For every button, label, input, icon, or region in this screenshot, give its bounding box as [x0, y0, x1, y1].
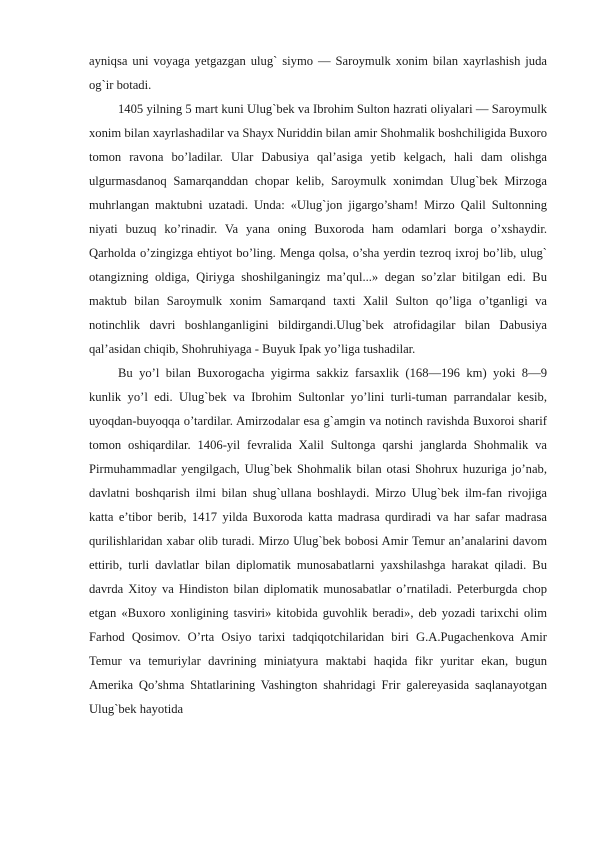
- paragraph-3: Bu yo’l bilan Buxorogacha yigirma sakkiz farsaxlik (168—196 km) yoki 8—9 kunlik yo’l edi. Ulug`bek va Ibrohim Sultonlar yo’lini turli-tuman parrandalar kesib, uyoqdan-buyoqqa o’tardilar. Amirzodalar esa g`amgin va notinch ravishda Buxoroi sharif tomon oshiqardilar. 1406-yil fevralida Xalil Sultonga qarshi janglarda Shohmalik va Pirmuhammadlar yengilgach, Ulug`bek Shohmalik bilan otasi Shohrux huzuriga jo’nab, davlatni boshqarish ilmi bilan shug`ullana boshlaydi. Mirzo Ulug`bek ilm-fan rivojiga katta e’tibor berib, 1417 yilda Buxoroda katta madrasa qurdiradi va har safar madrasa qurilishlaridan xabar olib turadi. Mirzo Ulug`bek bobosi Amir Temur an’analarini davom ettirib, turli davlatlar bilan diplomatik munosabatlarni yaxshilashga harakat qiladi. Bu davrda Xitoy va Hindiston bilan diplomatik munosabatlar o’rnatiladi. Peterburgda chop etgan «Buxoro xonligining tasviri» kitobida guvohlik beradi», deb yozadi tarixchi olim Farhod Qosimov. O’rta Osiyo tarixi tadqiqotchilaridan biri G.A.Pugachenkova Amir Temur va temuriylar davrining miniatyura maktabi haqida fikr yuritar ekan, bugun Amerika Qo’shma Shtatlarining Vashington shahridagi Frir galereyasida saqlanayotgan Ulug`bek hayotida: [89, 366, 547, 716]
- document-page: [89, 49, 547, 721]
- paragraph-1: ayniqsa uni voyaga yetgazgan ulug` siymo — Saroymulk xonim bilan xayrlashish juda og`ir botadi.: [89, 54, 547, 92]
- paragraph-2: 1405 yilning 5 mart kuni Ulug`bek va Ibrohim Sulton hazrati oliyalari — Saroymulk xonim bilan xayrlashadilar va Shayx Nuriddin bilan amir Shohmalik boshchiligida Buxoro tomon ravona bo’ladilar. Ular Dabusiya qal’asiga yetib kelgach, hali dam olishga ulgurmasdanoq Samarqanddan chopar kelib, Saroymulk xonimdan Ulug`bek Mirzoga muhrlangan maktubni uzatadi. Unda: «Ulug`jon jigargo’sham! Mirzo Qalil Sultonning niyati buzuq ko’rinadir. Va yana oning Buxoroda ham odamlari borga o’xshaydir. Qarholda o’zingizga ehtiyot bo’ling. Menga qolsa, o’sha yerdin tezroq ixroj bo’lib, ulug` otangizning oldiga, Qiriyga shoshilganingiz ma’qul...» degan so’zlar bitilgan edi. Bu maktub bilan Saroymulk xonim Samarqand taxti Xalil Sulton qo’liga o’tganligi va notinchlik davri boshlanganligini bildirgandi.Ulug`bek atrofidagilar bilan Dabusiya qal’asidan chiqib, Shohruhiyaga - Buyuk Ipak yo’liga tushadilar.: [89, 102, 547, 356]
